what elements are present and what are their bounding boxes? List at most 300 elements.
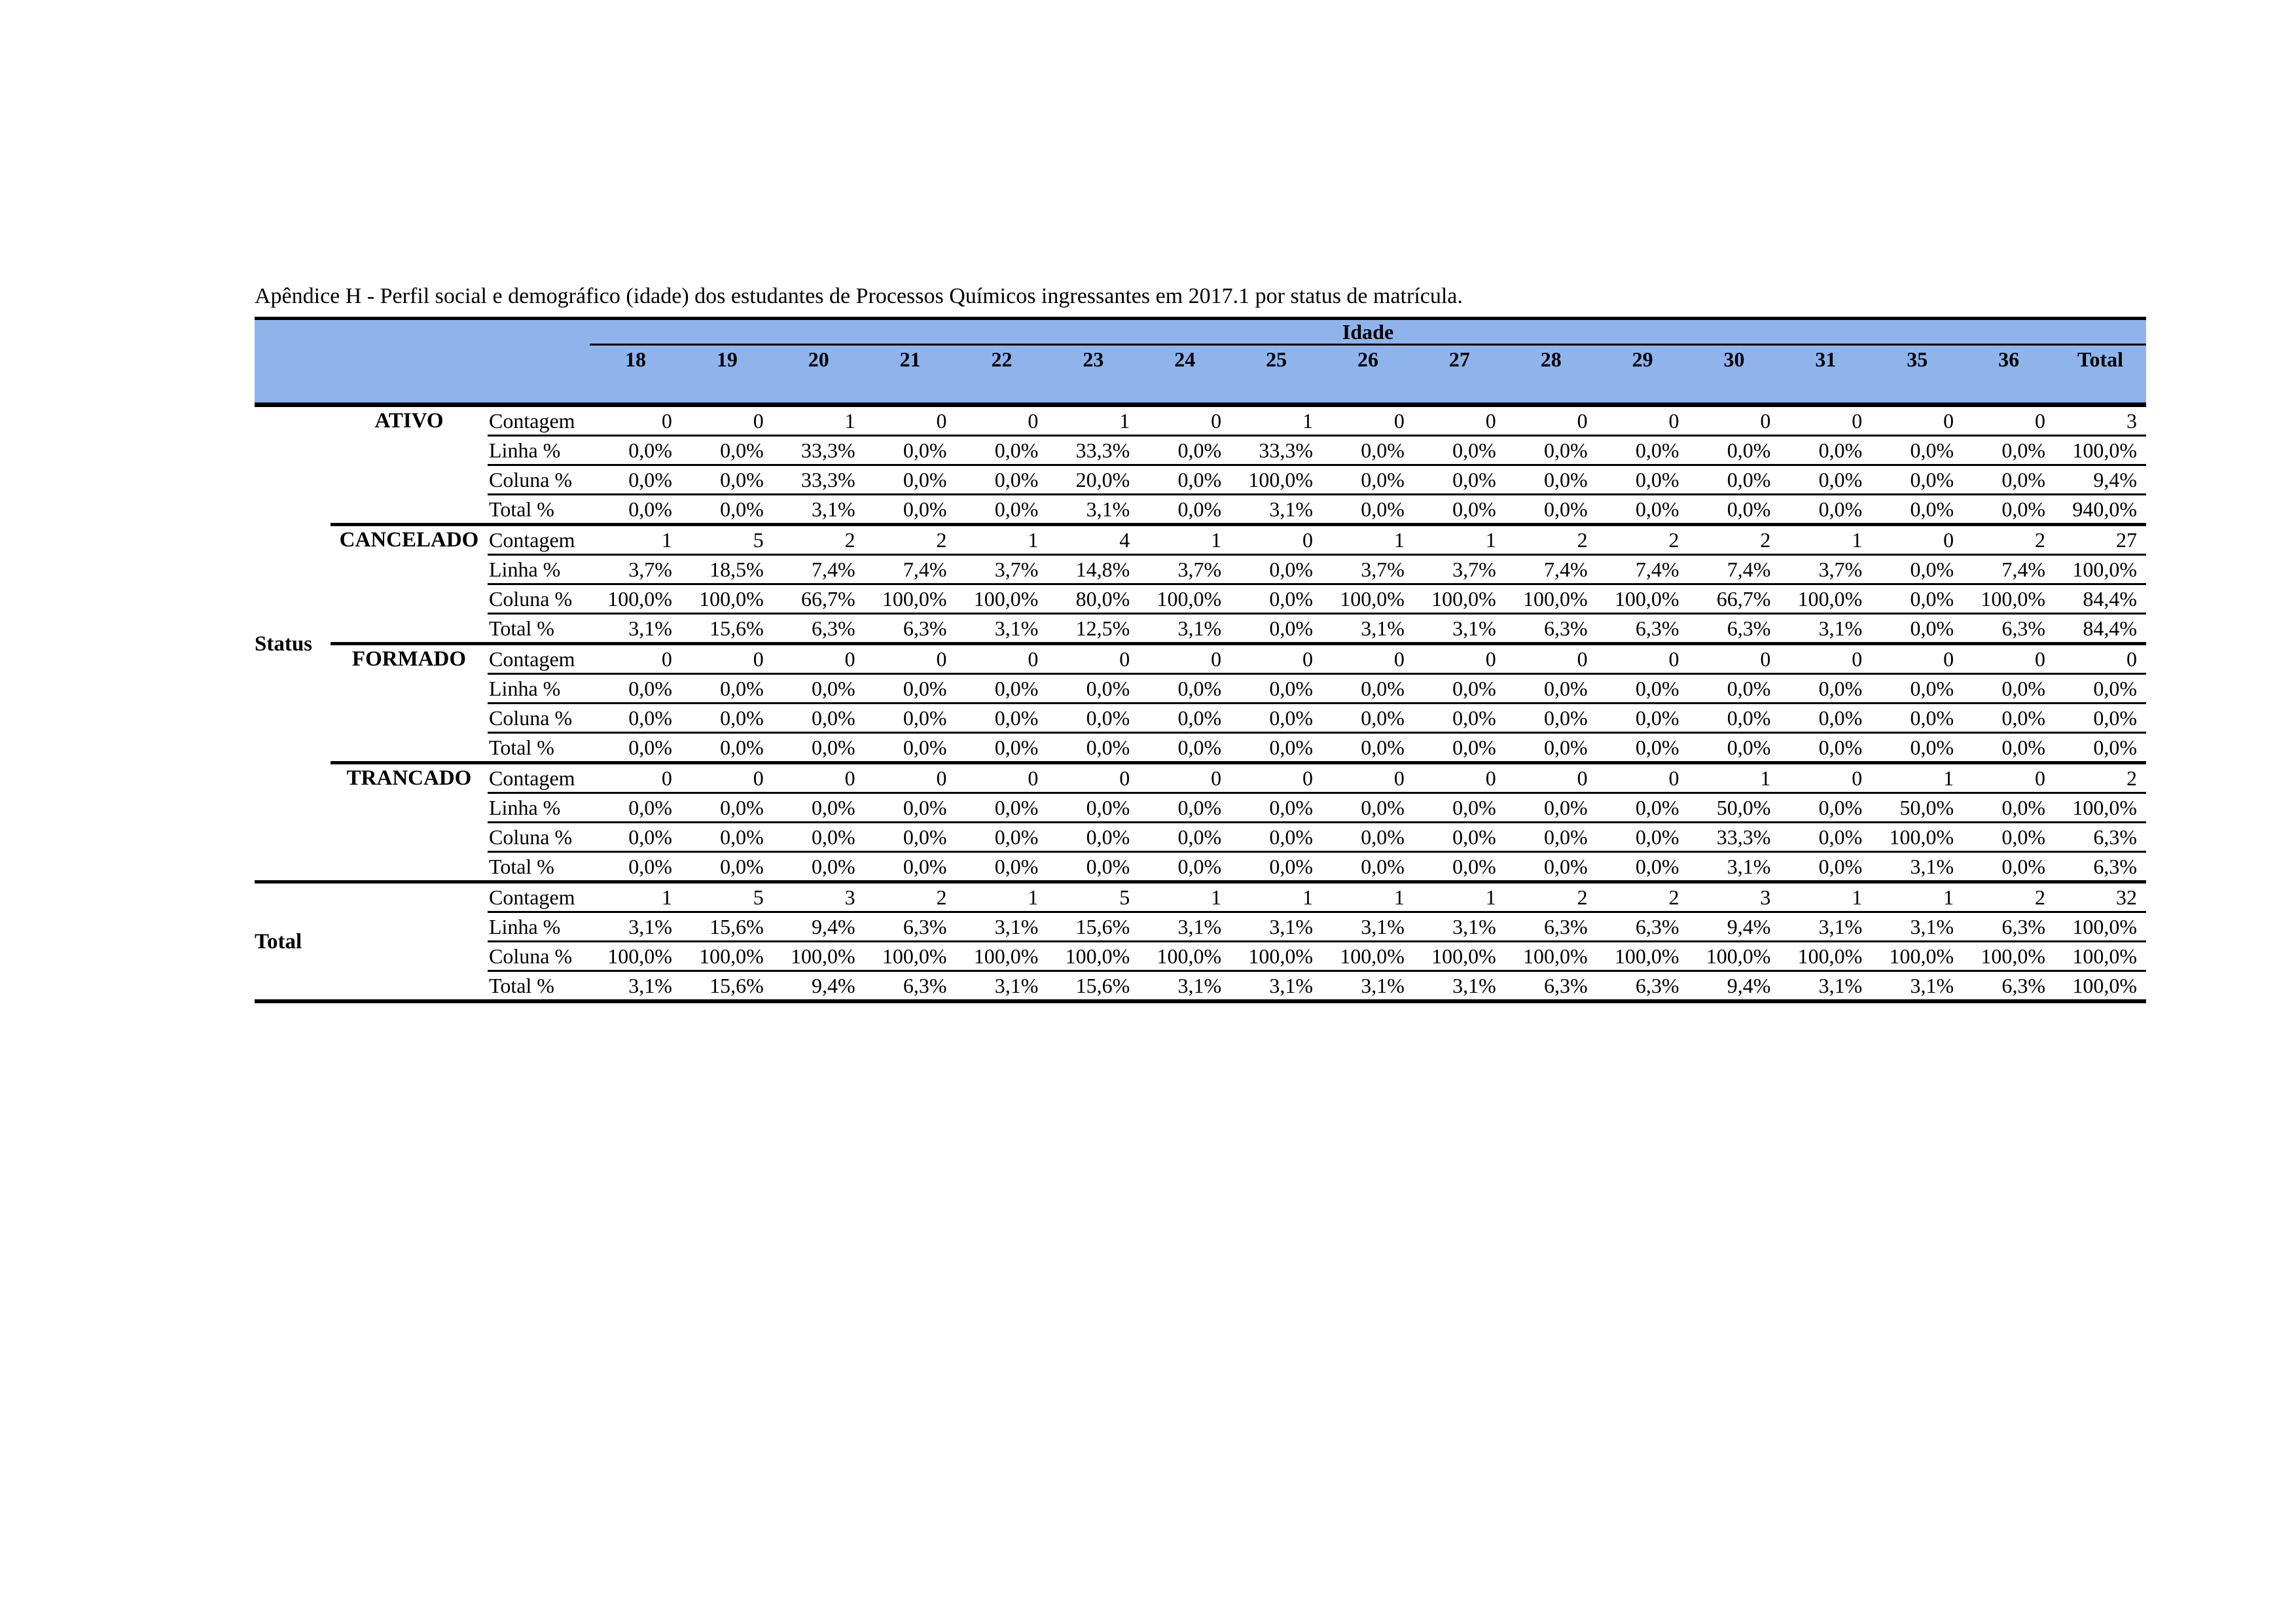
header-blank-cell [255, 319, 590, 345]
age-column-header: 18 [590, 345, 681, 374]
data-cell: 0,0% [1780, 674, 1871, 704]
data-cell: 3,7% [1414, 555, 1505, 584]
data-cell: 15,6% [681, 971, 773, 1002]
data-cell: 0,0% [1871, 584, 1963, 614]
data-cell: 0 [1047, 763, 1139, 793]
data-cell: 12,5% [1047, 614, 1139, 644]
data-cell: 100,0% [865, 584, 956, 614]
table-row [255, 555, 2146, 584]
measure-label: Coluna % [488, 465, 590, 495]
data-cell: 100,0% [1780, 942, 1871, 971]
data-cell: 100,0% [1139, 584, 1230, 614]
data-cell: 0,0% [1597, 465, 1689, 495]
data-cell: 0 [1780, 405, 1871, 436]
data-cell: 0 [1505, 644, 1597, 674]
age-column-header: 28 [1505, 345, 1597, 374]
age-column-header: 29 [1597, 345, 1689, 374]
data-cell: 100,0% [1414, 942, 1505, 971]
data-cell: 0,0% [865, 793, 956, 823]
age-column-header: 25 [1230, 345, 1322, 374]
data-cell: 15,6% [1047, 971, 1139, 1002]
age-axis-row [255, 319, 2146, 345]
table-row [255, 644, 2146, 674]
data-cell: 0,0% [590, 674, 681, 704]
data-cell: 6,3% [2054, 852, 2146, 882]
data-cell: 0,0% [1230, 852, 1322, 882]
data-cell: 0,0% [1322, 674, 1414, 704]
data-cell: 1 [1322, 525, 1414, 555]
data-cell: 0,0% [1047, 823, 1139, 852]
data-cell: 0,0% [1689, 674, 1780, 704]
data-cell: 3,1% [773, 495, 865, 525]
age-column-header: 31 [1780, 345, 1871, 374]
data-cell: 0,0% [1597, 733, 1689, 763]
data-cell: 100,0% [681, 942, 773, 971]
data-cell: 0,0% [1230, 704, 1322, 733]
measure-label: Contagem [488, 882, 590, 912]
data-cell: 0,0% [1505, 436, 1597, 465]
data-cell: 0 [956, 405, 1048, 436]
data-cell: 3,1% [590, 912, 681, 942]
header-blank-cell [255, 374, 2146, 405]
data-cell: 6,3% [1597, 971, 1689, 1002]
data-cell: 14,8% [1047, 555, 1139, 584]
data-cell: 84,4% [2054, 614, 2146, 644]
data-cell: 3,1% [1139, 912, 1230, 942]
data-cell: 0,0% [2054, 674, 2146, 704]
data-cell: 0 [1505, 405, 1597, 436]
measure-label: Total % [488, 852, 590, 882]
data-cell: 3,1% [1780, 614, 1871, 644]
data-cell: 0,0% [1871, 495, 1963, 525]
data-cell: 100,0% [956, 942, 1048, 971]
table-row [255, 823, 2146, 852]
data-cell: 0 [1414, 405, 1505, 436]
data-cell: 9,4% [2054, 465, 2146, 495]
data-cell: 0,0% [1414, 674, 1505, 704]
table-row [255, 584, 2146, 614]
data-cell: 100,0% [1322, 942, 1414, 971]
data-cell: 0 [865, 763, 956, 793]
data-cell: 2 [1505, 882, 1597, 912]
data-cell: 0 [1139, 763, 1230, 793]
data-cell: 0,0% [590, 465, 681, 495]
data-cell: 5 [681, 882, 773, 912]
data-cell: 0 [1963, 405, 2054, 436]
data-cell: 6,3% [1963, 614, 2054, 644]
status-group-label [331, 882, 488, 1002]
data-cell: 9,4% [773, 971, 865, 1002]
data-cell: 0,0% [681, 436, 773, 465]
table-row [255, 912, 2146, 942]
data-cell: 0,0% [1505, 733, 1597, 763]
data-cell: 0,0% [1139, 852, 1230, 882]
data-cell: 100,0% [1689, 942, 1780, 971]
data-cell: 66,7% [1689, 584, 1780, 614]
data-cell: 0,0% [681, 733, 773, 763]
measure-label: Contagem [488, 405, 590, 436]
status-axis-label: Status [255, 405, 331, 882]
data-cell: 0,0% [1139, 704, 1230, 733]
data-cell: 0,0% [590, 704, 681, 733]
data-cell: 100,0% [1597, 584, 1689, 614]
data-cell: 0,0% [1963, 852, 2054, 882]
data-cell: 0,0% [1505, 704, 1597, 733]
data-cell: 2 [1963, 525, 2054, 555]
data-cell: 0,0% [1780, 495, 1871, 525]
table-row [255, 495, 2146, 525]
data-cell: 0 [1139, 644, 1230, 674]
data-cell: 100,0% [2054, 436, 2146, 465]
data-cell: 0,0% [1414, 465, 1505, 495]
data-cell: 0 [1871, 525, 1963, 555]
data-cell: 7,4% [1689, 555, 1780, 584]
status-group-label: ATIVO [331, 405, 488, 525]
data-cell: 100,0% [1414, 584, 1505, 614]
measure-label: Total % [488, 733, 590, 763]
age-column-header: 19 [681, 345, 773, 374]
data-cell: 0 [956, 763, 1048, 793]
data-cell: 3,1% [1414, 971, 1505, 1002]
measure-label: Coluna % [488, 584, 590, 614]
data-cell: 100,0% [1963, 584, 2054, 614]
data-cell: 1 [1322, 882, 1414, 912]
data-cell: 0,0% [1780, 823, 1871, 852]
data-cell: 0 [1597, 405, 1689, 436]
data-cell: 4 [1047, 525, 1139, 555]
data-cell: 1 [1780, 525, 1871, 555]
data-cell: 0,0% [590, 733, 681, 763]
data-cell: 5 [1047, 882, 1139, 912]
data-cell: 32 [2054, 882, 2146, 912]
data-cell: 3,1% [1689, 852, 1780, 882]
data-cell: 3 [1689, 882, 1780, 912]
data-cell: 3,1% [1139, 614, 1230, 644]
data-cell: 1 [1139, 882, 1230, 912]
data-cell: 1 [1230, 405, 1322, 436]
data-cell: 0 [1871, 405, 1963, 436]
age-column-header: 26 [1322, 345, 1414, 374]
data-cell: 0,0% [1322, 436, 1414, 465]
data-cell: 0,0% [2054, 704, 2146, 733]
data-cell: 3,1% [1414, 912, 1505, 942]
data-cell: 0,0% [1780, 465, 1871, 495]
data-cell: 1 [956, 882, 1048, 912]
data-cell: 0,0% [1689, 436, 1780, 465]
data-cell: 0 [2054, 644, 2146, 674]
data-cell: 0 [1963, 644, 2054, 674]
data-cell: 100,0% [1322, 584, 1414, 614]
data-cell: 0,0% [1689, 495, 1780, 525]
data-cell: 27 [2054, 525, 2146, 555]
data-cell: 100,0% [681, 584, 773, 614]
data-cell: 0 [1230, 644, 1322, 674]
data-cell: 0,0% [1597, 704, 1689, 733]
data-cell: 6,3% [865, 614, 956, 644]
table-row [255, 882, 2146, 912]
data-cell: 3,1% [1230, 495, 1322, 525]
data-cell: 0,0% [590, 793, 681, 823]
table-row [255, 674, 2146, 704]
data-cell: 0,0% [1780, 704, 1871, 733]
data-cell: 0,0% [681, 793, 773, 823]
data-cell: 100,0% [1505, 584, 1597, 614]
data-cell: 0,0% [1139, 823, 1230, 852]
data-cell: 0,0% [956, 793, 1048, 823]
table-header [255, 319, 2146, 405]
data-cell: 0 [1597, 763, 1689, 793]
table-row [255, 793, 2146, 823]
data-cell: 0,0% [1871, 704, 1963, 733]
data-cell: 0,0% [1963, 465, 2054, 495]
data-cell: 0,0% [590, 436, 681, 465]
data-cell: 0 [1963, 763, 2054, 793]
data-cell: 0,0% [1505, 852, 1597, 882]
data-cell: 6,3% [1505, 971, 1597, 1002]
data-cell: 18,5% [681, 555, 773, 584]
data-cell: 0 [681, 763, 773, 793]
data-cell: 50,0% [1871, 793, 1963, 823]
data-cell: 0,0% [865, 704, 956, 733]
data-cell: 100,0% [590, 942, 681, 971]
data-cell: 3,1% [1871, 852, 1963, 882]
data-cell: 3 [2054, 405, 2146, 436]
data-cell: 0,0% [956, 495, 1048, 525]
data-cell: 0,0% [956, 733, 1048, 763]
header-blank-cell [255, 345, 590, 374]
data-cell: 33,3% [1047, 436, 1139, 465]
data-cell: 0 [590, 405, 681, 436]
data-cell: 1 [1230, 882, 1322, 912]
data-cell: 0 [956, 644, 1048, 674]
data-cell: 0,0% [1322, 823, 1414, 852]
data-cell: 100,0% [1597, 942, 1689, 971]
data-cell: 0 [1689, 405, 1780, 436]
data-cell: 0,0% [1139, 436, 1230, 465]
data-cell: 1 [590, 525, 681, 555]
age-column-header: 21 [865, 345, 956, 374]
data-cell: 7,4% [1505, 555, 1597, 584]
data-cell: 1 [1780, 882, 1871, 912]
data-cell: 100,0% [1230, 465, 1322, 495]
data-cell: 0,0% [590, 495, 681, 525]
measure-label: Total % [488, 495, 590, 525]
data-cell: 66,7% [773, 584, 865, 614]
data-cell: 100,0% [956, 584, 1048, 614]
data-cell: 0 [1597, 644, 1689, 674]
data-cell: 0 [1505, 763, 1597, 793]
data-cell: 0,0% [681, 704, 773, 733]
data-cell: 3,7% [1139, 555, 1230, 584]
data-cell: 0,0% [1871, 465, 1963, 495]
age-column-header: 36 [1963, 345, 2054, 374]
data-cell: 0,0% [1505, 495, 1597, 525]
data-cell: 0,0% [1322, 495, 1414, 525]
data-cell: 3,7% [590, 555, 681, 584]
data-cell: 100,0% [773, 942, 865, 971]
data-cell: 0,0% [865, 733, 956, 763]
data-cell: 0,0% [773, 793, 865, 823]
data-cell: 0,0% [1963, 793, 2054, 823]
crosstab-table [255, 317, 2146, 1003]
data-cell: 0,0% [1414, 704, 1505, 733]
data-cell: 0,0% [773, 704, 865, 733]
measure-label: Linha % [488, 912, 590, 942]
data-cell: 0,0% [1414, 495, 1505, 525]
data-cell: 0,0% [1597, 436, 1689, 465]
data-cell: 6,3% [773, 614, 865, 644]
data-cell: 2 [865, 525, 956, 555]
data-cell: 3,1% [956, 912, 1048, 942]
data-cell: 0,0% [1963, 823, 2054, 852]
data-cell: 0 [681, 644, 773, 674]
data-cell: 0 [681, 405, 773, 436]
total-axis-label: Total [255, 882, 331, 1002]
table-row [255, 942, 2146, 971]
age-columns-row [255, 345, 2146, 374]
data-cell: 9,4% [773, 912, 865, 942]
measure-label: Linha % [488, 793, 590, 823]
data-cell: 3,7% [956, 555, 1048, 584]
data-cell: 6,3% [1689, 614, 1780, 644]
data-cell: 3,1% [956, 614, 1048, 644]
data-cell: 940,0% [2054, 495, 2146, 525]
table-row [255, 436, 2146, 465]
data-cell: 0 [1414, 644, 1505, 674]
data-cell: 0,0% [1780, 436, 1871, 465]
data-cell: 0 [1139, 405, 1230, 436]
measure-label: Linha % [488, 674, 590, 704]
data-cell: 3,1% [590, 614, 681, 644]
age-column-header: 23 [1047, 345, 1139, 374]
measure-label: Linha % [488, 555, 590, 584]
age-column-header: 20 [773, 345, 865, 374]
data-cell: 33,3% [773, 436, 865, 465]
table-row [255, 971, 2146, 1002]
data-cell: 0,0% [1963, 733, 2054, 763]
data-cell: 1 [1414, 525, 1505, 555]
data-cell: 33,3% [1689, 823, 1780, 852]
data-cell: 0,0% [1230, 674, 1322, 704]
data-cell: 0,0% [1139, 674, 1230, 704]
data-cell: 0 [1322, 405, 1414, 436]
data-cell: 0,0% [1505, 823, 1597, 852]
data-cell: 1 [773, 405, 865, 436]
data-cell: 0,0% [773, 823, 865, 852]
data-cell: 0,0% [1597, 495, 1689, 525]
data-cell: 0,0% [1230, 793, 1322, 823]
data-cell: 100,0% [865, 942, 956, 971]
data-cell: 0,0% [1689, 733, 1780, 763]
data-cell: 0,0% [956, 674, 1048, 704]
data-cell: 0 [590, 644, 681, 674]
status-group-label: TRANCADO [331, 763, 488, 882]
data-cell: 6,3% [1963, 912, 2054, 942]
status-group-label: FORMADO [331, 644, 488, 763]
age-column-header: 24 [1139, 345, 1230, 374]
data-cell: 6,3% [2054, 823, 2146, 852]
data-cell: 0,0% [956, 823, 1048, 852]
data-cell: 0 [590, 763, 681, 793]
table-row [255, 733, 2146, 763]
data-cell: 0 [1780, 644, 1871, 674]
data-cell: 0,0% [1597, 823, 1689, 852]
age-column-header: 35 [1871, 345, 1963, 374]
age-column-header: 22 [956, 345, 1048, 374]
data-cell: 1 [1871, 763, 1963, 793]
data-cell: 0,0% [1963, 704, 2054, 733]
data-cell: 0,0% [1963, 674, 2054, 704]
table-row [255, 763, 2146, 793]
measure-label: Total % [488, 971, 590, 1002]
data-cell: 100,0% [2054, 793, 2146, 823]
data-cell: 3,1% [1871, 971, 1963, 1002]
data-cell: 3 [773, 882, 865, 912]
data-cell: 0,0% [1139, 733, 1230, 763]
data-cell: 100,0% [590, 584, 681, 614]
data-cell: 0 [1322, 763, 1414, 793]
data-cell: 0,0% [1322, 793, 1414, 823]
data-cell: 100,0% [1505, 942, 1597, 971]
age-axis-label: Idade [590, 319, 2146, 345]
data-cell: 0,0% [1414, 793, 1505, 823]
data-cell: 9,4% [1689, 971, 1780, 1002]
data-cell: 0,0% [590, 852, 681, 882]
data-cell: 1 [1414, 882, 1505, 912]
data-cell: 0,0% [1597, 674, 1689, 704]
data-cell: 2 [2054, 763, 2146, 793]
data-cell: 3,1% [956, 971, 1048, 1002]
data-cell: 2 [773, 525, 865, 555]
data-cell: 0,0% [1871, 436, 1963, 465]
data-cell: 1 [1871, 882, 1963, 912]
data-cell: 0,0% [1871, 555, 1963, 584]
measure-label: Coluna % [488, 823, 590, 852]
data-cell: 0,0% [1780, 733, 1871, 763]
data-cell: 6,3% [865, 912, 956, 942]
data-cell: 15,6% [681, 912, 773, 942]
data-cell: 2 [1963, 882, 2054, 912]
data-cell: 0,0% [1505, 674, 1597, 704]
data-cell: 33,3% [773, 465, 865, 495]
data-cell: 7,4% [1597, 555, 1689, 584]
table-row [255, 405, 2146, 436]
data-cell: 6,3% [1505, 614, 1597, 644]
data-cell: 0 [773, 763, 865, 793]
data-cell: 0,0% [956, 465, 1048, 495]
data-cell: 3,1% [1322, 971, 1414, 1002]
data-cell: 0,0% [1139, 793, 1230, 823]
data-cell: 15,6% [681, 614, 773, 644]
data-cell: 3,1% [1322, 912, 1414, 942]
data-cell: 0,0% [1047, 793, 1139, 823]
data-cell: 6,3% [865, 971, 956, 1002]
data-cell: 0,0% [1963, 436, 2054, 465]
data-cell: 0 [1322, 644, 1414, 674]
data-cell: 33,3% [1230, 436, 1322, 465]
measure-label: Linha % [488, 436, 590, 465]
data-cell: 3,1% [590, 971, 681, 1002]
table-row [255, 525, 2146, 555]
data-cell: 0,0% [1414, 823, 1505, 852]
data-cell: 3,7% [1322, 555, 1414, 584]
data-cell: 0,0% [865, 436, 956, 465]
data-cell: 0 [1230, 525, 1322, 555]
measure-label: Contagem [488, 525, 590, 555]
data-cell: 3,1% [1230, 971, 1322, 1002]
data-cell: 0,0% [681, 852, 773, 882]
data-cell: 3,1% [1780, 971, 1871, 1002]
